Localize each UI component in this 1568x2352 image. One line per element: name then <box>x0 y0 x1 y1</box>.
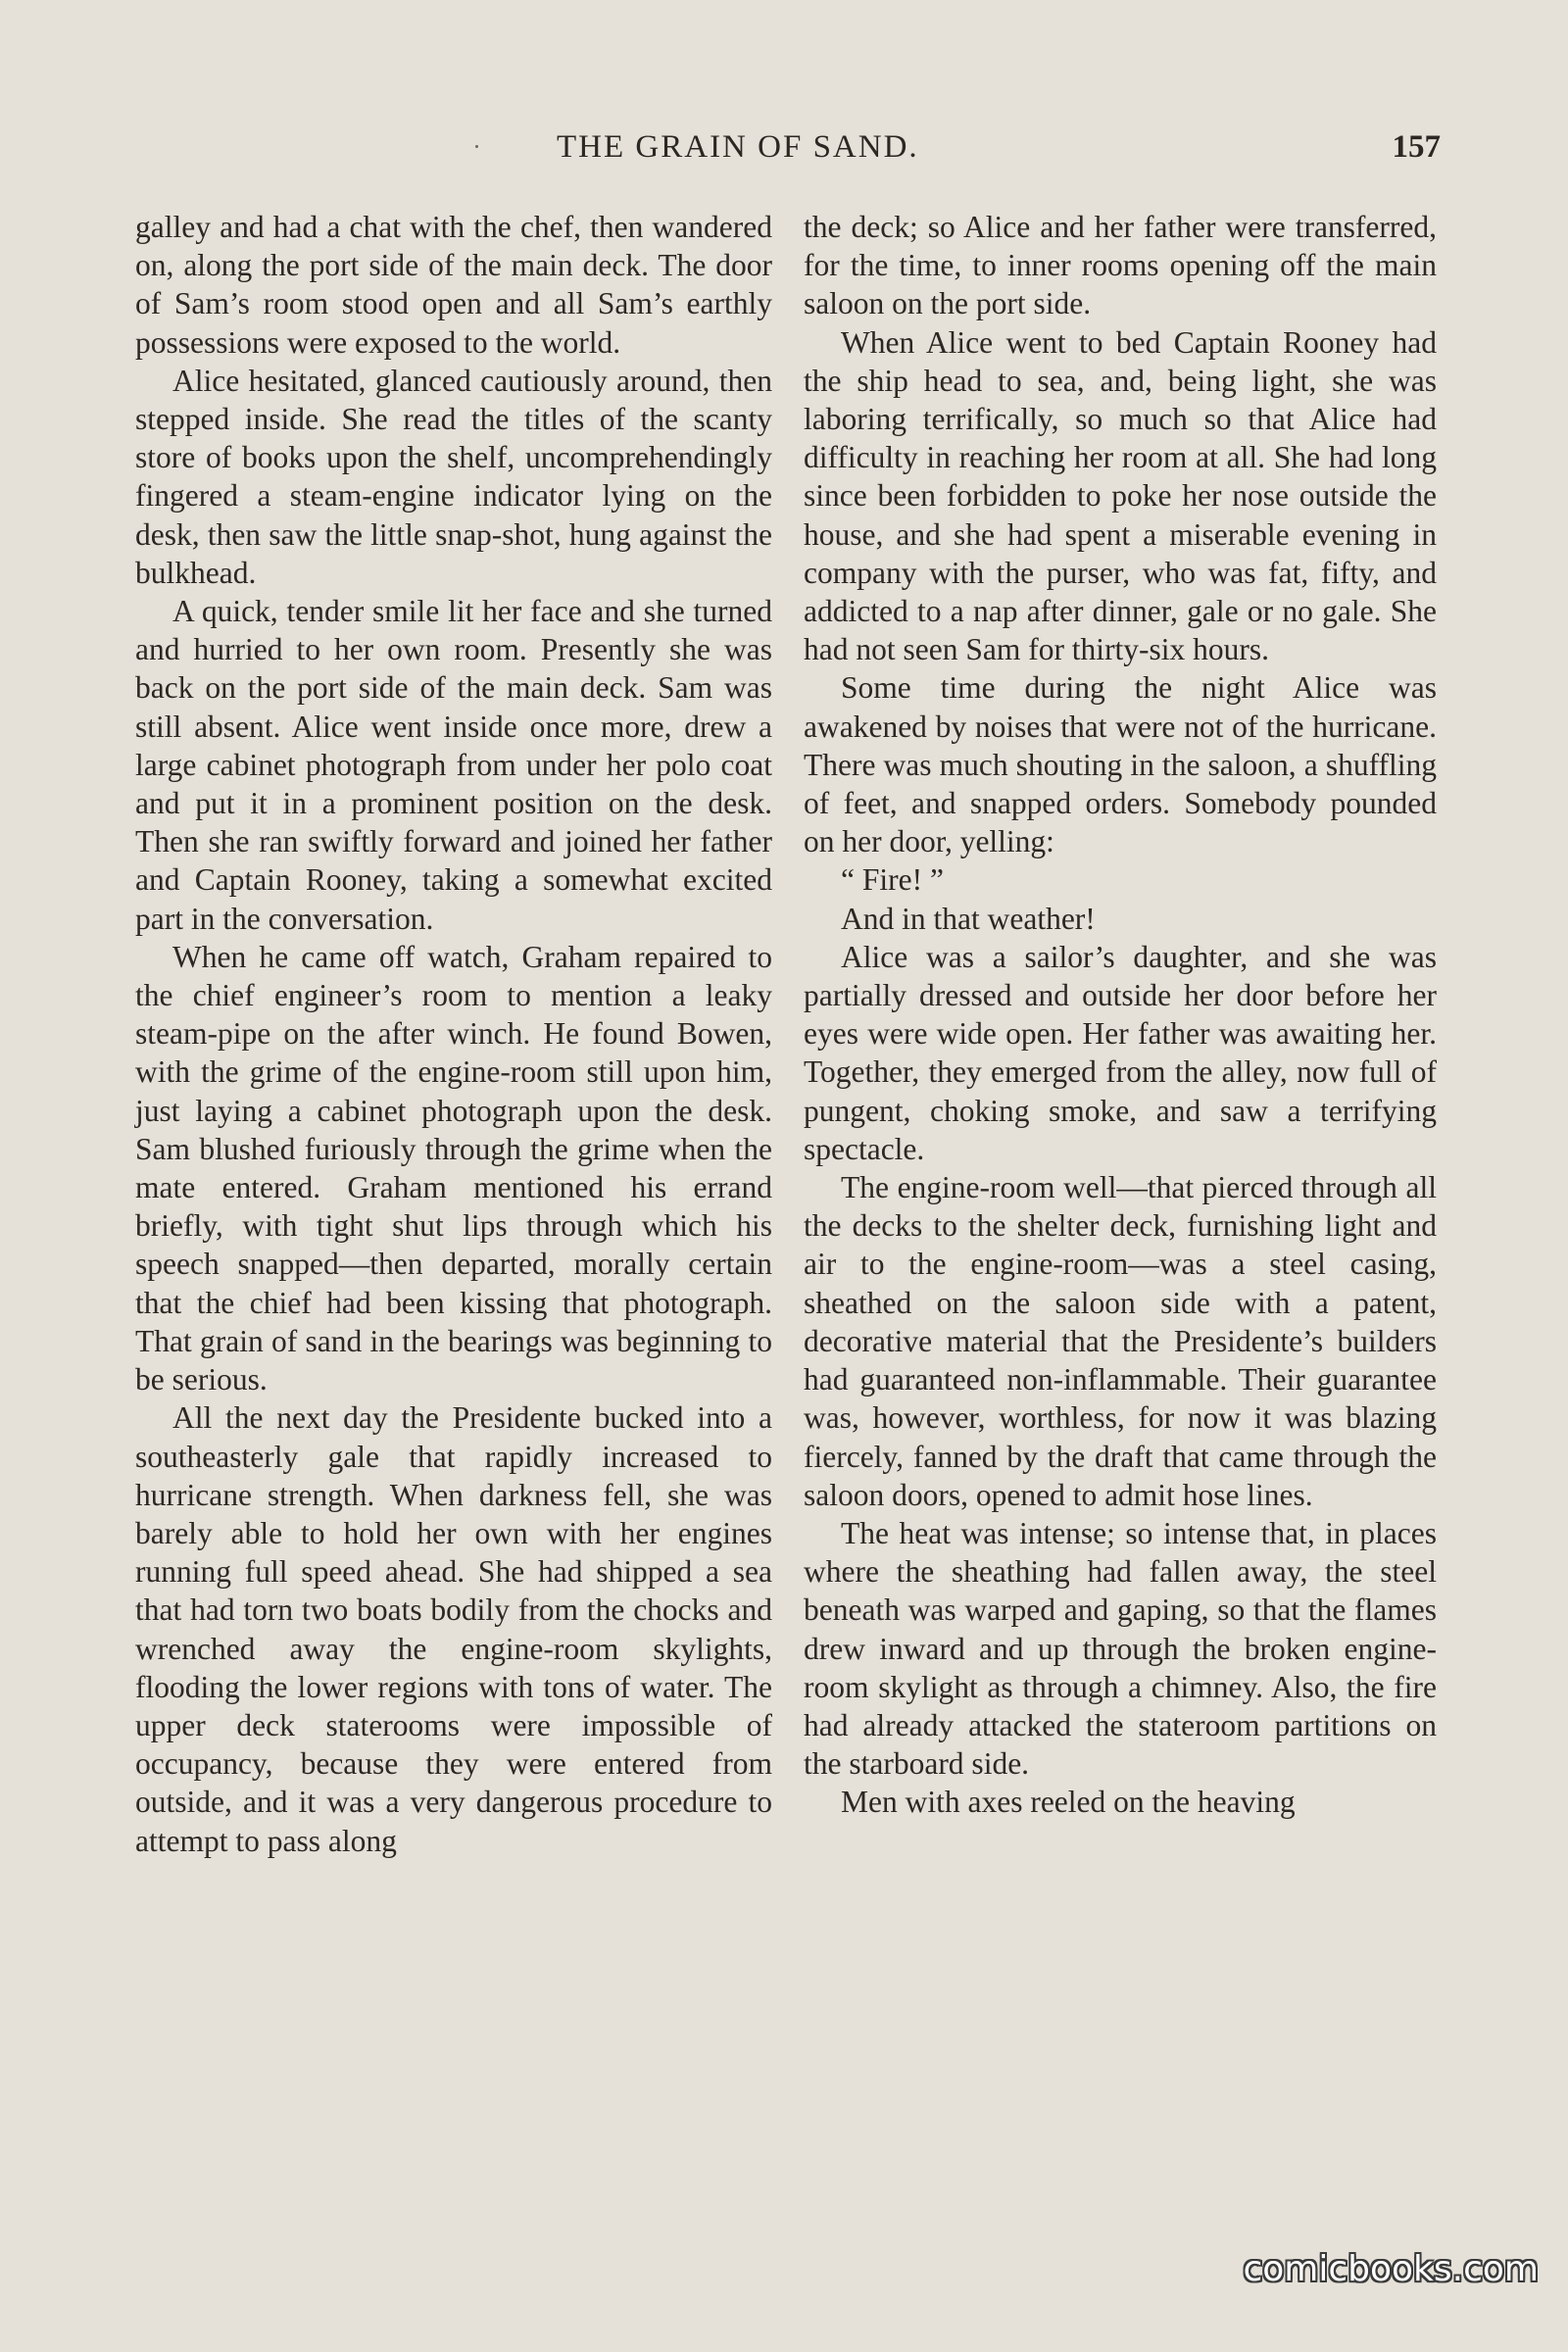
paragraph: The heat was intense; so intense that, in places where the sheathing had fallen away, the steel beneath was warped and gaping, so that the flames drew inward and up through the broken engine-room skylight as through a chimney. Also, the fire had already attacked the stateroom partitions on the starboard side. <box>804 1515 1437 1782</box>
page-number: 157 <box>1392 129 1441 165</box>
paragraph: galley and had a chat with the chef, then wandered on, along the port side of the main deck. The door of Sam’s room stood open and all Sam’s earthly possessions were exposed to the world. <box>135 210 772 360</box>
paragraph: And in that weather! <box>841 901 1096 936</box>
paragraph: Some time during the night Alice was awakened by noises that were not of the hurricane. There was much shouting in the saloon, a shuffling of feet, and snapped orders. Somebody pounded on her door, yelling: <box>804 670 1437 859</box>
paragraph: The engine-room well—that pierced through all the decks to the shelter deck, furnishing light and air to the engine-room—was a steel casing, sheathed on the saloon side with a patent, decorative material that the Presidente’s builders had guaranteed non-inflammable. Their guarantee was, however, worthless, for now it was blazing fiercely, fanned by the draft that came through the saloon doors, opened to admit hose lines. <box>804 1170 1437 1512</box>
running-title: THE GRAIN OF SAND. <box>557 129 919 165</box>
right-column <box>804 208 1437 1822</box>
paragraph: the deck; so Alice and her father were transferred, for the time, to inner rooms opening off the main saloon on the port side. <box>804 210 1437 321</box>
paragraph: Alice was a sailor’s daughter, and she was partially dressed and outside her door before her eyes were wide open. Her father was awaiting her. Together, they emerged from the alley, now full of pungent, choking smoke, and saw a terrifying spectacle. <box>804 939 1437 1166</box>
left-column <box>135 208 772 1860</box>
paragraph: A quick, tender smile lit her face and she turned and hurried to her own room. Presently she was back on the port side of the main deck. Sam was still absent. Alice went inside once more, drew a large cabinet photograph from under her polo coat and put it in a prominent position on the desk. Then she ran swiftly forward and joined her father and Captain Rooney, taking a somewhat excited part in the conversation. <box>135 594 772 936</box>
paragraph: All the next day the Presidente bucked into a southeasterly gale that rapidly increased to hurricane strength. When darkness fell, she was barely able to hold her own with her engines running full speed ahead. She had shipped a sea that had torn two boats bodily from the chocks and wrenched away the engine-room skylights, flooding the lower regions with tons of water. The upper deck staterooms were impossible of occupancy, because they were entered from outside, and it was a very dangerous procedure to attempt to pass along <box>135 1400 772 1858</box>
paragraph: Alice hesitated, glanced cautiously around, then stepped inside. She read the titles of the scanty store of books upon the shelf, uncomprehendingly fingered a steam-engine indicator lying on the desk, then saw the little snap-shot, hung against the bulkhead. <box>135 363 772 590</box>
running-header <box>137 129 1441 178</box>
paragraph: “ Fire! ” <box>841 862 944 898</box>
paragraph: When Alice went to bed Captain Rooney had the ship head to sea, and, being light, she was laboring terrifically, so much so that Alice had difficulty in reaching her room at all. She had long since been forbidden to poke her nose outside the house, and she had spent a miserable evening in company with the purser, who was fat, fifty, and addicted to a nap after dinner, gale or no gale. She had not seen Sam for thirty-six hours. <box>804 324 1437 667</box>
paragraph: Men with axes reeled on the heaving <box>841 1785 1296 1820</box>
paragraph: When he came off watch, Graham repaired to the chief engineer’s room to mention a leaky steam-pipe on the after winch. He found Bowen, with the grime of the engine-room still upon him, just laying a cabinet photograph upon the desk. Sam blushed furiously through the grime when the mate entered. Graham mentioned his errand briefly, with tight shut lips through which his speech snapped—then departed, morally certain that the chief had been kissing that photograph. That grain of sand in the bearings was beginning to be serious. <box>135 939 772 1397</box>
header-dot <box>475 145 478 148</box>
site-watermark: comicbooks.com <box>1243 2249 1539 2289</box>
